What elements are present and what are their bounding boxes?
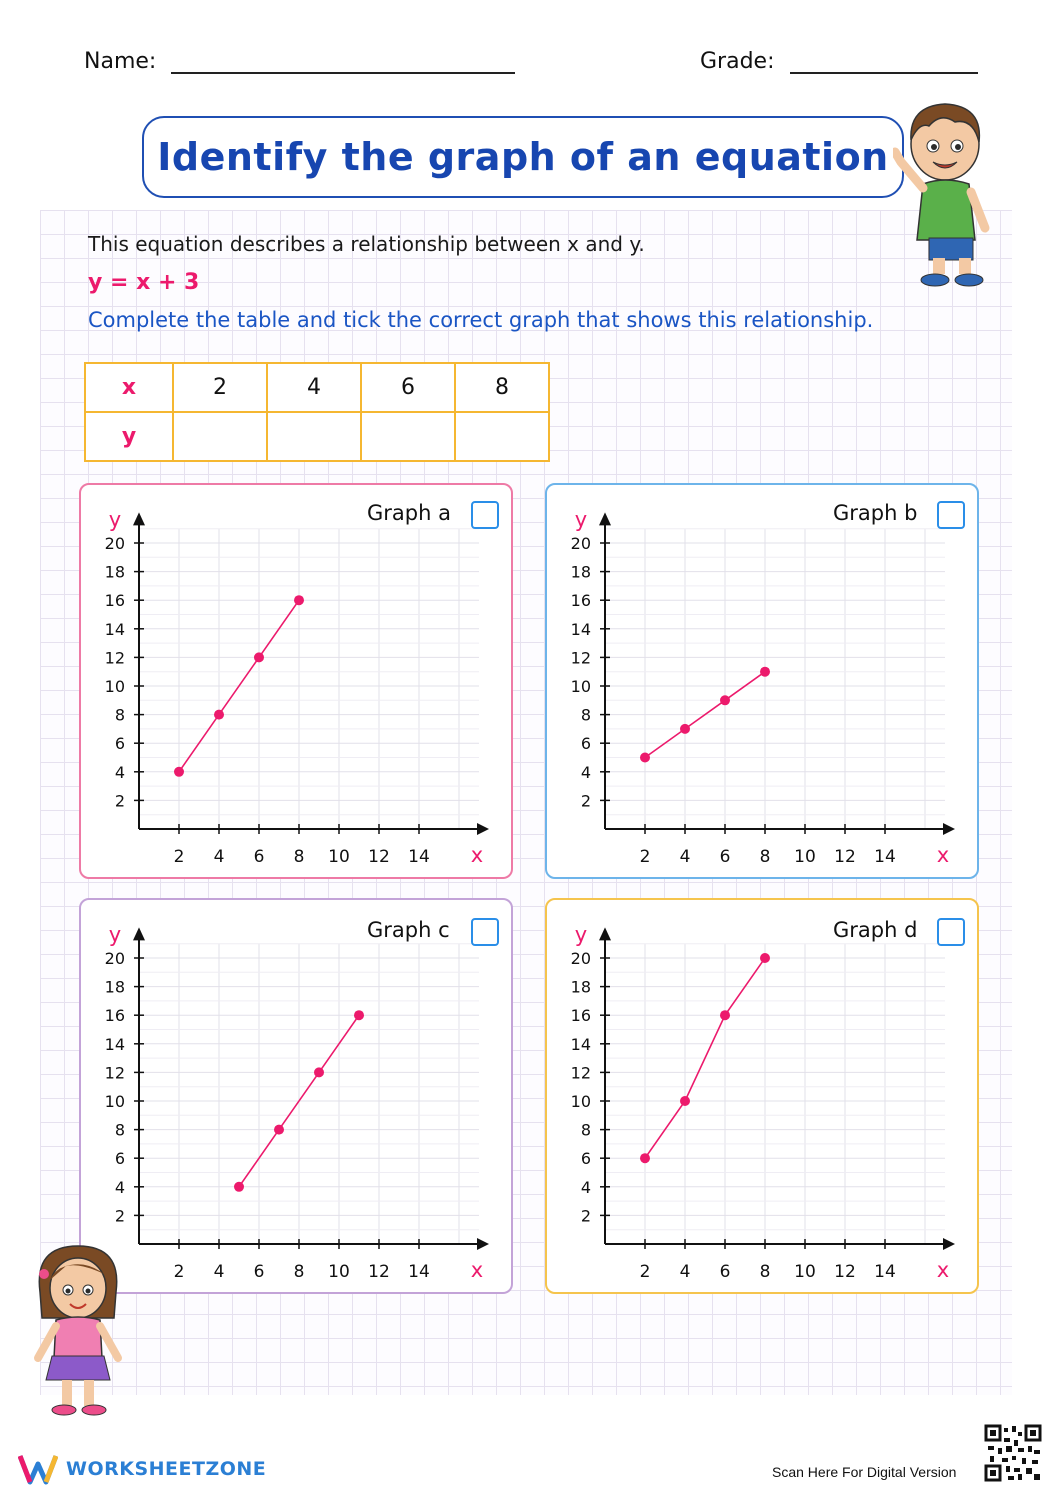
graph-c-data-point	[314, 1067, 324, 1077]
table-x-cell: 6	[361, 363, 455, 412]
graph-d-data-point	[680, 1096, 690, 1106]
equation-text: y = x + 3	[88, 270, 200, 295]
graph-a-plot	[81, 485, 511, 877]
graph-a-y-tick-label: 2	[114, 791, 125, 811]
table-y-cell[interactable]	[173, 412, 267, 461]
table-row-x	[85, 363, 549, 412]
graph-b-y-tick-label: 16	[570, 591, 591, 611]
graph-b-data-point	[760, 667, 770, 677]
graph-a-y-tick-label: 16	[104, 591, 125, 611]
graph-d-data-point	[640, 1153, 650, 1163]
graph-b-y-arrow	[599, 512, 611, 525]
graph-d-y-tick-label: 18	[570, 977, 591, 997]
graph-c-y-tick-label: 12	[104, 1063, 125, 1083]
graph-a-x-tick-label: 8	[293, 847, 305, 867]
graph-c-checkbox[interactable]	[471, 918, 499, 946]
graph-a-y-tick-label: 12	[104, 648, 125, 668]
table-y-cell[interactable]	[361, 412, 455, 461]
boy-illustration	[893, 92, 1003, 292]
footer-logo[interactable]	[18, 1452, 266, 1486]
graph-c-x-tick-label: 2	[173, 1262, 185, 1282]
graph-a-y-tick-label: 20	[104, 534, 125, 553]
page-title: Identify the graph of an equation	[157, 135, 889, 179]
graph-c-x-tick-label: 6	[253, 1262, 265, 1282]
graph-a-y-tick-label: 18	[104, 562, 125, 582]
graph-a-x-tick-label: 12	[368, 847, 390, 867]
graph-c-y-tick-label: 8	[114, 1120, 125, 1140]
graph-d-x-tick-label: 2	[639, 1262, 651, 1282]
table-x-cell: 4	[267, 363, 361, 412]
graph-c-data-point	[234, 1182, 244, 1192]
graph-b-y-tick-label: 4	[580, 762, 591, 782]
graph-b-x-axis-label: x	[936, 843, 950, 867]
table-x-cell: 8	[455, 363, 549, 412]
graph-c-x-tick-label: 12	[368, 1262, 390, 1282]
graph-b-y-tick-label: 14	[570, 619, 591, 639]
girl-illustration	[26, 1240, 130, 1420]
graph-d-x-arrow	[943, 1238, 955, 1250]
graph-a-y-tick-label: 6	[114, 734, 125, 754]
graph-b-x-tick-label: 4	[679, 847, 691, 867]
graph-c-x-axis-label: x	[470, 1258, 484, 1282]
graph-a-data-point	[174, 767, 184, 777]
graph-b-data-point	[640, 753, 650, 763]
graph-b-y-tick-label: 6	[580, 734, 591, 754]
graph-a-x-tick-label: 10	[328, 847, 350, 867]
graph-a-checkbox[interactable]	[471, 501, 499, 529]
qr-code-icon[interactable]	[984, 1424, 1042, 1482]
graph-c-y-tick-label: 14	[104, 1034, 125, 1054]
graph-d-data-point	[760, 953, 770, 963]
graph-c-y-tick-label: 20	[104, 949, 125, 968]
graph-b-plot	[547, 485, 977, 877]
graph-c-y-tick-label: 16	[104, 1006, 125, 1026]
graph-a-y-tick-label: 10	[104, 677, 125, 696]
name-field[interactable]	[84, 48, 515, 74]
graph-b-x-tick-label: 2	[639, 847, 651, 867]
brand-name: WORKSHEETZONE	[66, 1458, 267, 1480]
graph-a-title: Graph a	[367, 501, 451, 525]
graph-d-x-tick-label: 12	[834, 1262, 856, 1282]
table-y-cell[interactable]	[455, 412, 549, 461]
graph-c-y-tick-label: 4	[114, 1177, 125, 1197]
table-y-cell[interactable]	[267, 412, 361, 461]
graph-c-y-tick-label: 10	[104, 1092, 125, 1111]
graph-b-x-tick-label: 12	[834, 847, 856, 867]
graph-a-x-tick-label: 4	[213, 847, 225, 867]
graph-b-y-tick-label: 10	[570, 677, 591, 696]
graph-b-checkbox[interactable]	[937, 501, 965, 529]
table-x-cell: 2	[173, 363, 267, 412]
graph-c-x-tick-label: 8	[293, 1262, 305, 1282]
graph-a-y-arrow	[133, 512, 145, 525]
graph-card-b	[545, 483, 979, 879]
graph-a-x-tick-label: 2	[173, 847, 185, 867]
graph-d-data-point	[720, 1010, 730, 1020]
graph-b-y-tick-label: 8	[580, 705, 591, 725]
graph-c-data-point	[354, 1010, 364, 1020]
graph-b-y-tick-label: 20	[570, 534, 591, 553]
graph-d-y-tick-label: 8	[580, 1120, 591, 1140]
graph-c-y-tick-label: 18	[104, 977, 125, 997]
graph-b-data-point	[680, 724, 690, 734]
graph-a-y-tick-label: 14	[104, 619, 125, 639]
graph-b-x-tick-label: 8	[759, 847, 771, 867]
graph-c-x-tick-label: 10	[328, 1262, 350, 1282]
graph-b-data-point	[720, 695, 730, 705]
graph-d-x-tick-label: 8	[759, 1262, 771, 1282]
grade-field[interactable]	[700, 48, 978, 74]
graph-a-y-tick-label: 8	[114, 705, 125, 725]
graph-b-y-axis-label: y	[574, 507, 588, 532]
graph-c-title: Graph c	[367, 918, 450, 942]
table-x-label: x	[85, 363, 173, 412]
graph-b-x-tick-label: 14	[874, 847, 896, 867]
scan-text: Scan Here For Digital Version	[772, 1464, 957, 1480]
graph-b-title: Graph b	[833, 501, 918, 525]
worksheetzone-logo-icon	[18, 1452, 58, 1486]
graph-d-y-tick-label: 20	[570, 949, 591, 968]
graph-card-a	[79, 483, 513, 879]
graph-b-y-tick-label: 18	[570, 562, 591, 582]
graph-c-x-arrow	[477, 1238, 489, 1250]
graph-d-title: Graph d	[833, 918, 918, 942]
graph-a-x-tick-label: 6	[253, 847, 265, 867]
description-text: This equation describes a relationship between x and y.	[88, 232, 645, 256]
graph-d-y-tick-label: 14	[570, 1034, 591, 1054]
graph-a-x-tick-label: 14	[408, 847, 430, 867]
graph-d-y-tick-label: 10	[570, 1092, 591, 1111]
graph-c-y-tick-label: 6	[114, 1149, 125, 1169]
graph-a-data-point	[294, 595, 304, 605]
graph-d-x-tick-label: 14	[874, 1262, 896, 1282]
graph-a-x-arrow	[477, 823, 489, 835]
graph-d-y-tick-label: 12	[570, 1063, 591, 1083]
graph-card-c	[79, 898, 513, 1294]
graph-b-y-tick-label: 12	[570, 648, 591, 668]
graph-d-plot	[547, 900, 977, 1292]
graph-d-y-axis-label: y	[574, 922, 588, 947]
graph-c-y-tick-label: 2	[114, 1206, 125, 1226]
graph-a-y-axis-label: y	[108, 507, 122, 532]
graph-c-y-arrow	[133, 927, 145, 940]
name-label: Name:	[84, 49, 157, 74]
graph-b-y-tick-label: 2	[580, 791, 591, 811]
grade-label: Grade:	[700, 49, 775, 74]
graph-c-x-tick-label: 4	[213, 1262, 225, 1282]
grade-line[interactable]	[790, 48, 978, 74]
graph-b-x-tick-label: 10	[794, 847, 816, 867]
instruction-text: Complete the table and tick the correct graph that shows this relationship.	[88, 308, 874, 332]
graph-a-y-tick-label: 4	[114, 762, 125, 782]
graph-d-x-tick-label: 10	[794, 1262, 816, 1282]
graph-a-data-point	[214, 710, 224, 720]
graph-d-y-tick-label: 2	[580, 1206, 591, 1226]
name-line[interactable]	[171, 48, 515, 74]
graph-d-y-tick-label: 6	[580, 1149, 591, 1169]
graph-d-x-tick-label: 6	[719, 1262, 731, 1282]
graph-d-y-arrow	[599, 927, 611, 940]
table-row-y	[85, 412, 549, 461]
graph-c-plot	[81, 900, 511, 1292]
graph-d-y-tick-label: 4	[580, 1177, 591, 1197]
graph-c-x-tick-label: 14	[408, 1262, 430, 1282]
graph-c-data-point	[274, 1125, 284, 1135]
graph-b-x-tick-label: 6	[719, 847, 731, 867]
values-table	[84, 362, 550, 462]
graph-card-d	[545, 898, 979, 1294]
graph-d-x-tick-label: 4	[679, 1262, 691, 1282]
graph-d-y-tick-label: 16	[570, 1006, 591, 1026]
graph-a-x-axis-label: x	[470, 843, 484, 867]
graph-a-data-point	[254, 652, 264, 662]
table-y-label: y	[85, 412, 173, 461]
title-banner	[142, 116, 904, 198]
graph-b-x-arrow	[943, 823, 955, 835]
graph-d-checkbox[interactable]	[937, 918, 965, 946]
graph-c-y-axis-label: y	[108, 922, 122, 947]
graph-d-x-axis-label: x	[936, 1258, 950, 1282]
